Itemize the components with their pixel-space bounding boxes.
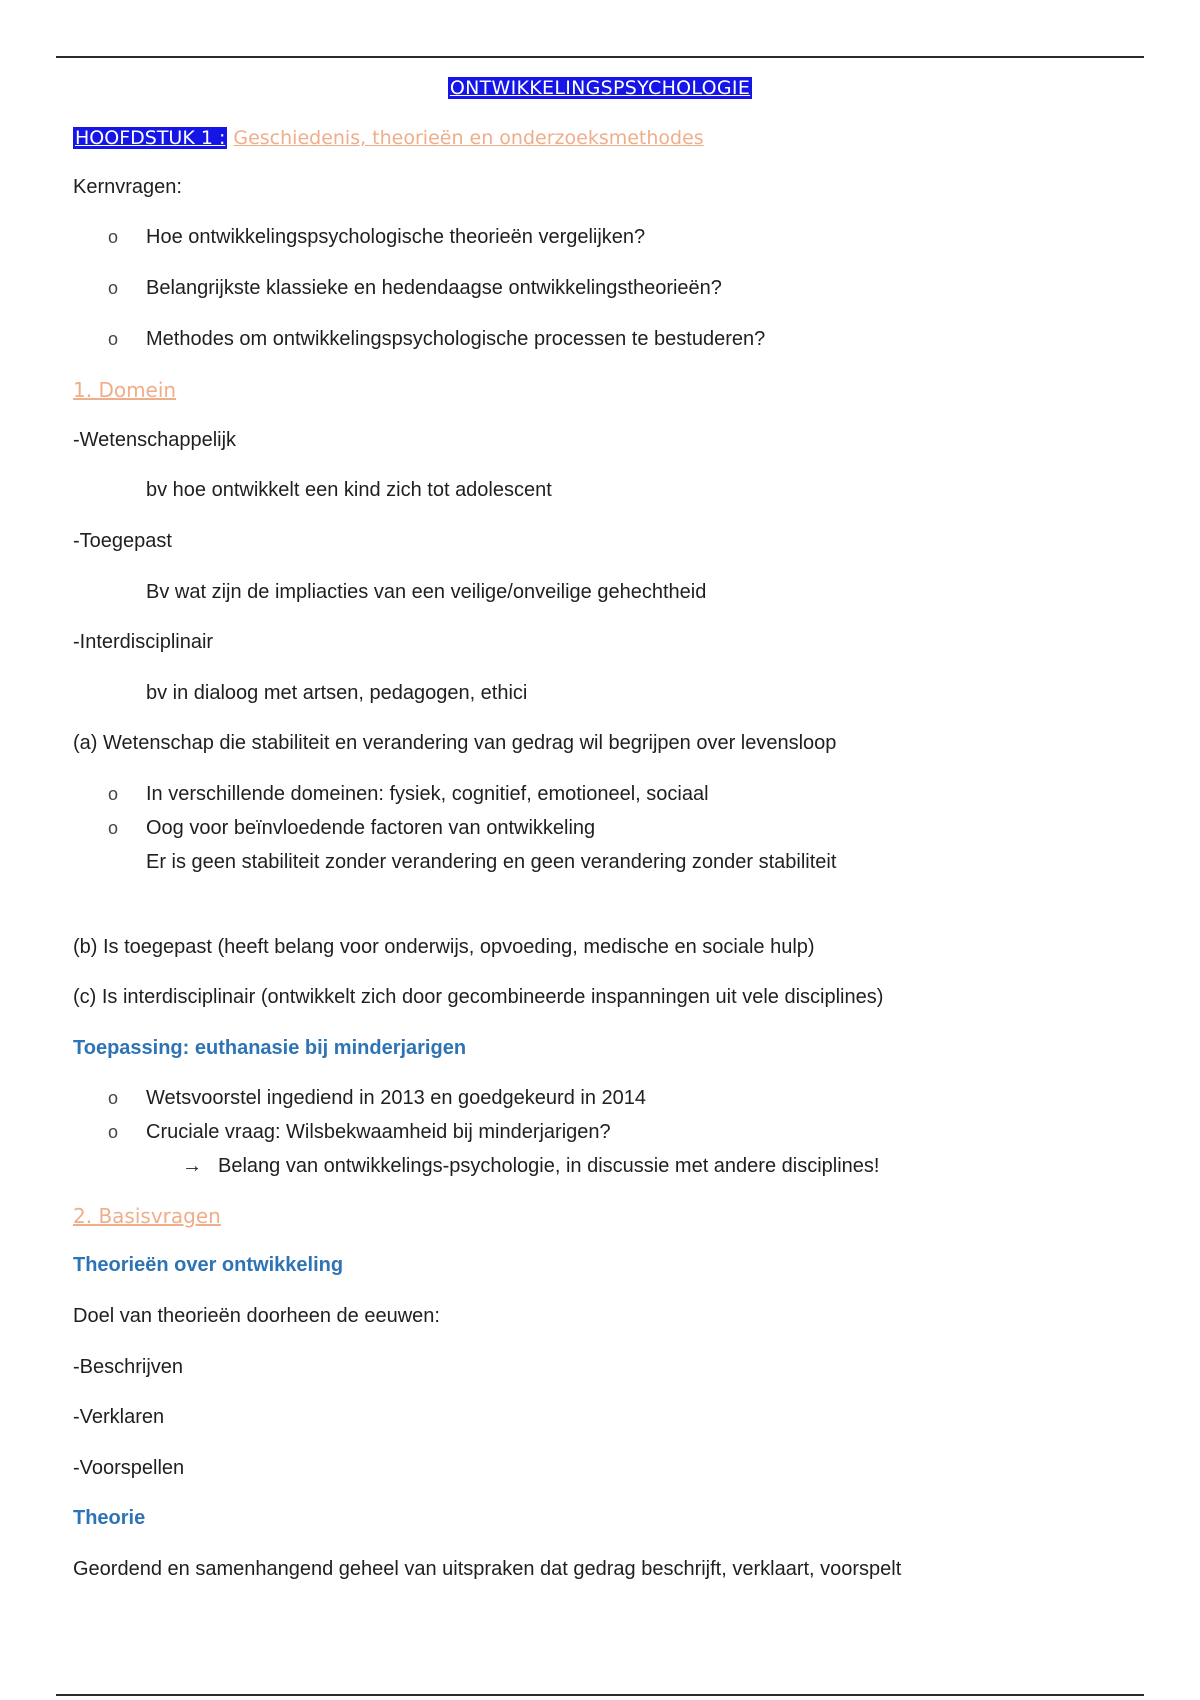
point-c: (c) Is interdisciplinair (ontwikkelt zich door gecombineerde inspanningen uit vele disciplines) <box>73 986 884 1008</box>
bullet-icon: o <box>108 278 119 298</box>
section-heading-basisvragen: 2. Basisvragen <box>73 1204 221 1228</box>
document-title-text: ONTWIKKELINGSPSYCHOLOGIE <box>449 77 751 99</box>
arrow-note: Belang van ontwikkelings-psychologie, in discussie met andere disciplines! <box>218 1155 880 1177</box>
section-heading-domein: 1. Domein <box>73 378 177 402</box>
list-item: -Voorspellen <box>73 1457 185 1479</box>
chapter-label: HOOFDSTUK 1 : <box>75 127 226 149</box>
bullet-icon: o <box>108 1122 119 1142</box>
bullet-icon: o <box>108 227 119 247</box>
theorie-definition: Geordend en samenhangend geheel van uitspraken dat gedrag beschrijft, verklaart, voorspelt <box>73 1558 902 1580</box>
bullet-icon: o <box>108 329 119 349</box>
top-rule <box>56 56 1144 58</box>
list-item: Methodes om ontwikkelingspsychologische processen te bestuderen? <box>146 328 766 350</box>
document-title <box>0 75 1200 101</box>
bottom-rule <box>56 1694 1144 1696</box>
term-toegepast: -Toegepast <box>73 530 172 552</box>
term-wetenschappelijk: -Wetenschappelijk <box>73 429 237 451</box>
point-b: (b) Is toegepast (heeft belang voor onderwijs, opvoeding, medische en sociale hulp) <box>73 936 815 958</box>
example-wetenschappelijk: bv hoe ontwikkelt een kind zich tot adolescent <box>146 479 552 501</box>
term-interdisciplinair: -Interdisciplinair <box>73 631 214 653</box>
example-interdisciplinair: bv in dialoog met artsen, pedagogen, ethici <box>146 682 528 704</box>
arrow-right-icon: → <box>182 1155 202 1177</box>
bullet-icon: o <box>108 1088 119 1108</box>
kernvragen-heading: Kernvragen: <box>73 176 182 198</box>
list-item: Wetsvoorstel ingediend in 2013 en goedgekeurd in 2014 <box>146 1087 646 1109</box>
doel-text: Doel van theorieën doorheen de eeuwen: <box>73 1305 440 1327</box>
list-item: -Verklaren <box>73 1406 165 1428</box>
list-item: In verschillende domeinen: fysiek, cognitief, emotioneel, sociaal <box>146 783 709 805</box>
bullet-icon: o <box>108 818 119 838</box>
list-item: -Beschrijven <box>73 1356 184 1378</box>
list-item: Belangrijkste klassieke en hedendaagse ontwikkelingstheorieën? <box>146 277 722 299</box>
chapter-heading <box>73 125 704 151</box>
theorie-heading: Theorie <box>73 1507 146 1529</box>
chapter-title: Geschiedenis, theorieën en onderzoeksmethodes <box>233 127 704 149</box>
point-a: (a) Wetenschap die stabiliteit en verandering van gedrag wil begrijpen over levensloop <box>73 732 837 754</box>
stability-note: Er is geen stabiliteit zonder verandering en geen verandering zonder stabiliteit <box>146 851 837 873</box>
list-item: Hoe ontwikkelingspsychologische theorieën vergelijken? <box>146 226 646 248</box>
list-item: Cruciale vraag: Wilsbekwaamheid bij minderjarigen? <box>146 1121 611 1143</box>
example-toegepast: Bv wat zijn de impliacties van een veilige/onveilige gehechtheid <box>146 581 707 603</box>
theorieen-heading: Theorieën over ontwikkeling <box>73 1254 344 1276</box>
toepassing-heading: Toepassing: euthanasie bij minderjarigen <box>73 1037 467 1059</box>
list-item: Oog voor beïnvloedende factoren van ontwikkeling <box>146 817 596 839</box>
bullet-icon: o <box>108 784 119 804</box>
